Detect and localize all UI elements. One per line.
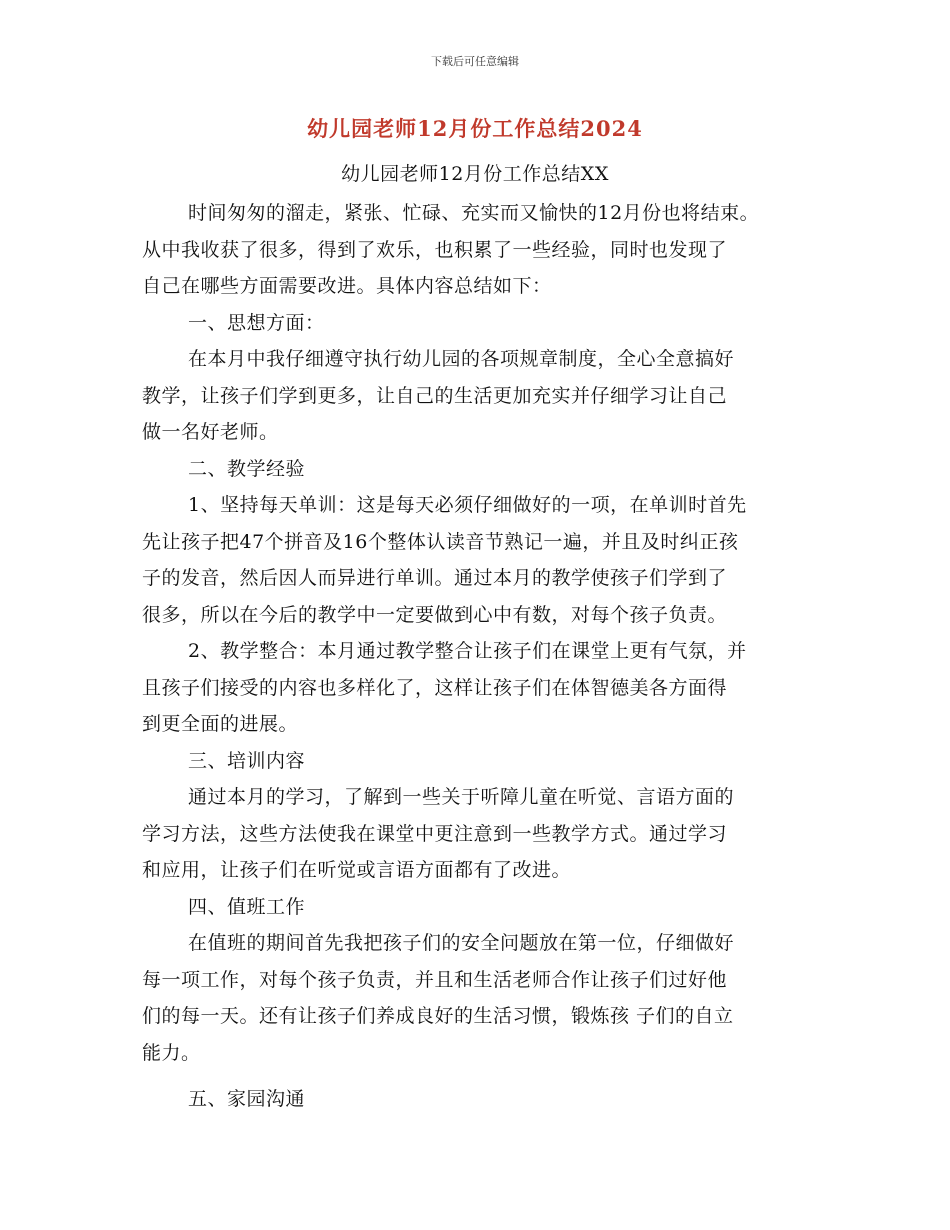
paragraph-line: 做一名好老师。 [142,421,279,443]
section-heading: 三、培训内容 [188,750,306,772]
header-note: 下载后可任意编辑 [431,55,519,68]
paragraph-line: 能力。 [142,1042,201,1064]
paragraph-line: 到更全面的进展。 [142,713,299,735]
section-heading: 二、教学经验 [188,458,306,480]
paragraph-line: 且孩子们接受的内容也多样化了，这样让孩子们在体智德美各方面得 [142,677,728,699]
paragraph-line: 每一项工作，对每个孩子负责，并且和生活老师合作让孩子们过好他 [142,969,728,991]
paragraph-line: 在本月中我仔细遵守执行幼儿园的各项规章制度，全心全意搞好 [188,348,735,370]
paragraph-line: 通过本月的学习，了解到一些关于听障儿童在听觉、言语方面的 [188,786,735,808]
paragraph-line: 们的每一天。还有让孩子们养成良好的生活习惯，锻炼孩 子们的自立 [142,1005,734,1027]
paragraph-line: 学习方法，这些方法使我在课堂中更注意到一些教学方式。通过学习 [142,823,728,845]
paragraph-line: 时间匆匆的溜走，紧张、忙碌、充实而又愉快的12月份也将结束。 [188,202,760,224]
document-subtitle: 幼儿园老师12月份工作总结XX [341,163,609,185]
paragraph-line: 教学，让孩子们学到更多，让自己的生活更加充实并仔细学习让自己 [142,385,728,407]
paragraph-line: 1、坚持每天单训：这是每天必须仔细做好的一项，在单训时首先 [188,494,747,516]
document-title: 幼儿园老师12月份工作总结2024 [307,116,643,141]
paragraph-line: 很多，所以在今后的教学中一定要做到心中有数，对每个孩子负责。 [142,604,728,626]
paragraph-line: 先让孩子把47个拼音及16个整体认读音节熟记一遍，并且及时纠正孩 [142,531,739,553]
paragraph-line: 子的发音，然后因人而异进行单训。通过本月的教学使孩子们学到了 [142,567,728,589]
paragraph-line: 自己在哪些方面需要改进。具体内容总结如下： [142,275,552,297]
paragraph-line: 从中我收获了很多，得到了欢乐，也积累了一些经验，同时也发现了 [142,239,728,261]
paragraph-line: 在值班的期间首先我把孩子们的安全问题放在第一位，仔细做好 [188,932,735,954]
section-heading: 五、家园沟通 [188,1088,306,1110]
paragraph-line: 和应用，让孩子们在听觉或言语方面都有了改进。 [142,859,572,881]
paragraph-line: 2、教学整合：本月通过教学整合让孩子们在课堂上更有气氛，并 [188,640,747,662]
section-heading: 四、值班工作 [188,896,306,918]
section-heading: 一、思想方面： [188,312,325,334]
